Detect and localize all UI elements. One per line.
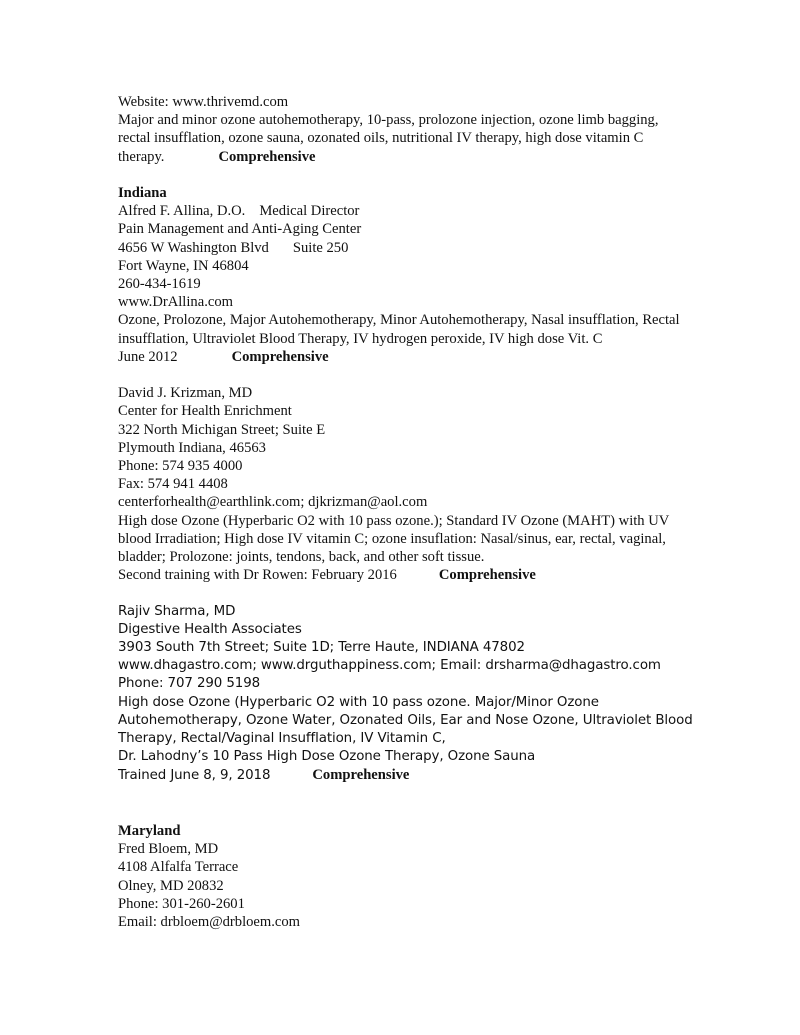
street-address: 4108 Alfalfa Terrace <box>118 859 239 876</box>
training-text: Trained June 8, 9, 2018 <box>118 768 271 784</box>
services-text: therapy. <box>118 148 165 165</box>
doctor-name: David J. Krizman, MD <box>118 385 253 402</box>
comprehensive-tag: Comprehensive <box>218 148 316 165</box>
services-line: Major and minor ozone autohemotherapy, 10-pass, prolozone injection, ozone limb bagging, <box>118 112 659 129</box>
services-line: rectal insufflation, ozone sauna, ozonated oils, nutritional IV therapy, high dose vitamin C <box>118 130 644 147</box>
training-date: June 2012 <box>118 348 178 365</box>
services-line: High dose Ozone (Hyperbaric O2 with 10 pass ozone.); Standard IV Ozone (MAHT) with UV <box>118 512 670 529</box>
suite-text: Suite 250 <box>292 239 349 256</box>
clinic-name: Pain Management and Anti-Aging Center <box>118 221 362 238</box>
doctor-name: Fred Bloem, MD <box>118 841 219 858</box>
training-line <box>118 566 748 584</box>
street-text: 4656 W Washington Blvd <box>118 239 269 256</box>
comprehensive-tag: Comprehensive <box>231 348 329 365</box>
training-line <box>118 766 748 785</box>
street-address <box>118 239 748 257</box>
services-line: Dr. Lahodny’s 10 Pass High Dose Ozone Therapy, Ozone Sauna <box>118 749 536 765</box>
website-line: Website: www.thrivemd.com <box>118 94 289 110</box>
phone-number: 260-434-1619 <box>118 276 201 293</box>
doctor-title: Medical Director <box>259 203 360 220</box>
comprehensive-tag: Comprehensive <box>312 767 410 784</box>
doctor-name-text: Alfred F. Allina, D.O. <box>118 203 246 220</box>
fax-number: Fax: 574 941 4408 <box>118 476 228 493</box>
email-addresses: centerforhealth@earthlink.com; djkrizman@aol.com <box>118 494 428 511</box>
phone-number: Phone: 301-260-2601 <box>118 895 245 912</box>
services-line <box>118 148 748 166</box>
services-line: Autohemotherapy, Ozone Water, Ozonated Oils, Ear and Nose Ozone, Ultraviolet Blood <box>118 712 693 728</box>
services-line: High dose Ozone (Hyperbaric O2 with 10 pass ozone. Major/Minor Ozone <box>118 694 599 710</box>
phone-number: Phone: 574 935 4000 <box>118 458 243 475</box>
services-line: insufflation, Ultraviolet Blood Therapy, IV hydrogen peroxide, IV high dose Vit. C <box>118 330 603 347</box>
services-line: Therapy, Rectal/Vaginal Insufflation, IV Vitamin C, <box>118 731 446 747</box>
city-state-zip: Olney, MD 20832 <box>118 877 224 894</box>
phone-number: Phone: 707 290 5198 <box>118 676 261 692</box>
services-line: bladder; Prolozone: joints, tendons, back, and other soft tissue. <box>118 549 485 566</box>
state-heading-maryland: Maryland <box>118 823 181 840</box>
city-state-zip: Fort Wayne, IN 46804 <box>118 257 249 274</box>
services-line: blood Irradiation; High dose IV vitamin C; ozone insuflation: Nasal/sinus, ear, rectal, vaginal, <box>118 530 666 547</box>
document-page <box>118 93 748 931</box>
clinic-name: Center for Health Enrichment <box>118 403 292 420</box>
city-state-zip: Plymouth Indiana, 46563 <box>118 439 266 456</box>
email-address: Email: drbloem@drbloem.com <box>118 914 301 931</box>
state-heading-indiana: Indiana <box>118 185 167 201</box>
training-line <box>118 348 748 366</box>
doctor-name: Rajiv Sharma, MD <box>118 603 236 619</box>
comprehensive-tag: Comprehensive <box>438 567 536 584</box>
website-url: www.DrAllina.com <box>118 294 233 311</box>
clinic-name: Digestive Health Associates <box>118 621 302 637</box>
training-text: Second training with Dr Rowen: February 2016 <box>118 567 397 584</box>
services-line: Ozone, Prolozone, Major Autohemotherapy, Minor Autohemotherapy, Nasal insufflation, Rectal <box>118 312 680 329</box>
doctor-name <box>118 202 748 220</box>
street-address: 3903 South 7th Street; Suite 1D; Terre Haute, INDIANA 47802 <box>118 640 525 656</box>
website-email: www.dhagastro.com; www.drguthappiness.com; Email: drsharma@dhagastro.com <box>118 658 661 674</box>
street-address: 322 North Michigan Street; Suite E <box>118 421 326 438</box>
